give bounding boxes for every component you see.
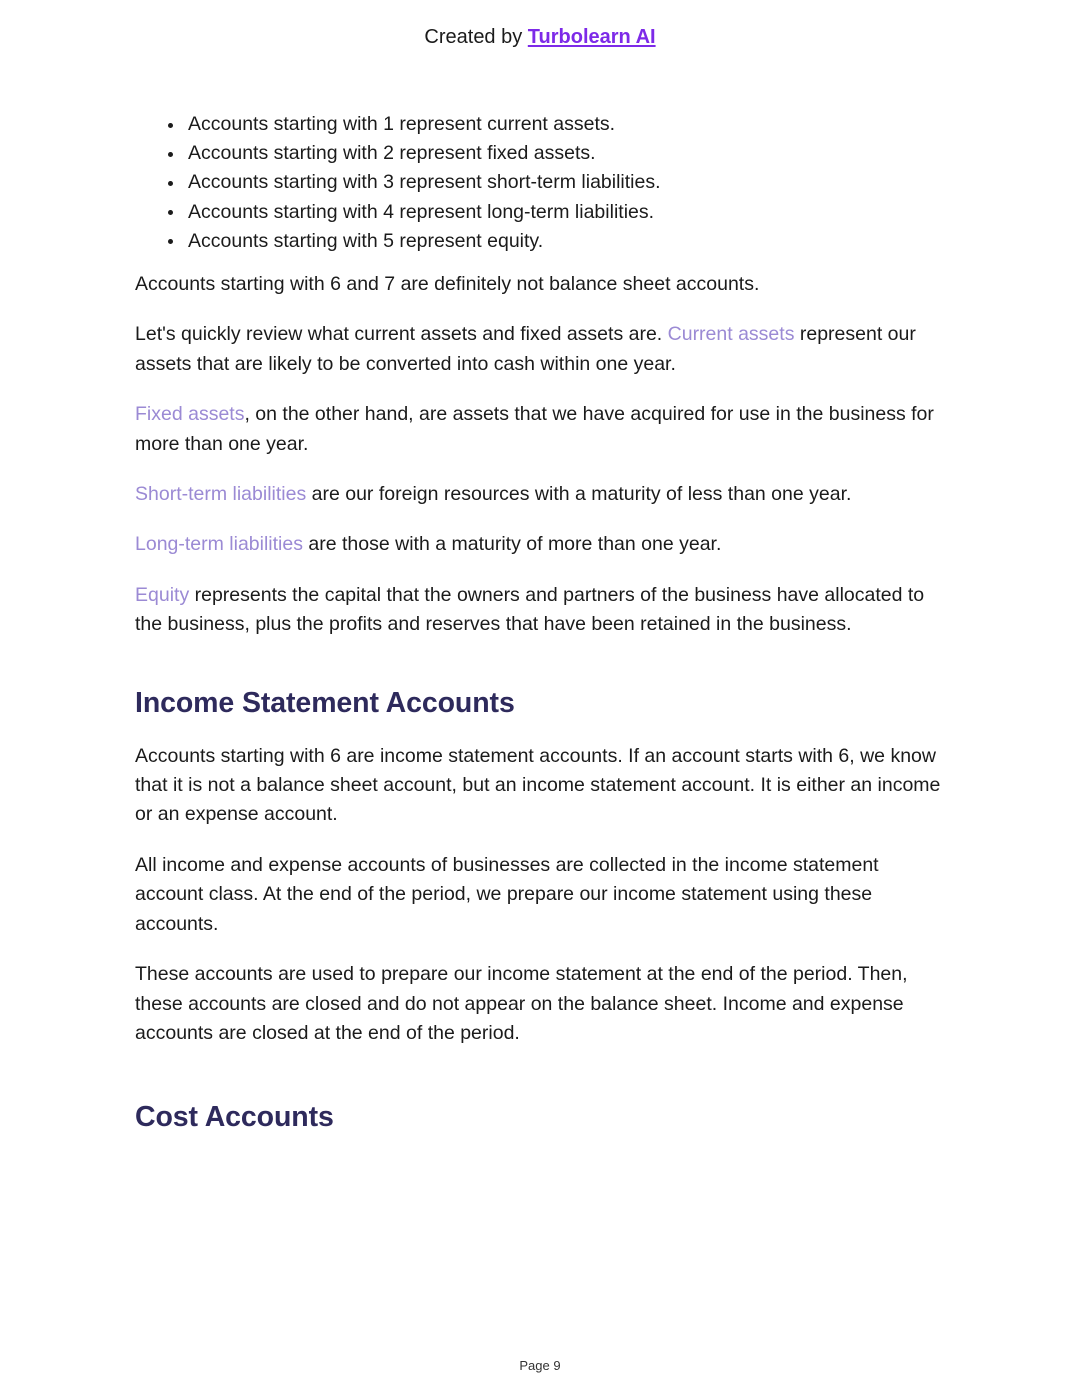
- list-item: Accounts starting with 3 represent short-term liabilities.: [168, 168, 947, 197]
- paragraph-text-tail: represents the capital that the owners and partners of the business have allocated to the business, plus the profits and reserves that have been retained in the business.: [135, 583, 925, 636]
- paragraph-short-term-liabilities: [135, 480, 947, 509]
- list-item: Accounts starting with 1 represent current assets.: [168, 110, 947, 139]
- term-fixed-assets: Fixed assets: [135, 403, 245, 426]
- paragraph-text-tail: , on the other hand, are assets that we have acquired for use in the business for more than one year.: [135, 403, 934, 455]
- paragraph-income-3: These accounts are used to prepare our income statement at the end of the period. Then, these accounts are closed and do not appear on the balance sheet. Income and expense accounts are closed at the end of the period.: [135, 963, 908, 1044]
- turbolearn-link[interactable]: Turbolearn AI: [527, 25, 656, 48]
- page-number: Page 9: [519, 1358, 561, 1373]
- list-item: Accounts starting with 5 represent equity.: [168, 227, 947, 256]
- term-short-term-liabilities: Short-term liabilities: [135, 483, 307, 506]
- paragraph-long-term-liabilities: [135, 530, 947, 559]
- term-equity: Equity: [135, 583, 190, 606]
- paragraph-not-balance-sheet: Accounts starting with 6 and 7 are definitely not balance sheet accounts.: [135, 273, 760, 296]
- paragraph-text-lead: Let's quickly review what current assets and fixed assets are.: [135, 323, 668, 346]
- created-by-label: Created by: [424, 25, 528, 48]
- list-item: Accounts starting with 2 represent fixed assets.: [168, 139, 947, 168]
- account-prefix-list: [135, 110, 947, 256]
- heading-income-statement-accounts: Income Statement Accounts: [135, 686, 515, 719]
- paragraph-text-tail: are those with a maturity of more than one year.: [303, 533, 722, 556]
- page-footer: [0, 1358, 1080, 1373]
- paragraph-income-1: Accounts starting with 6 are income statement accounts. If an account starts with 6, we know that it is not a balance sheet account, but an income statement account. It is either an income or an expense account.: [135, 744, 941, 826]
- page-header: [0, 0, 1080, 74]
- term-current-assets: Current assets: [667, 323, 795, 346]
- paragraph-fixed-assets: [135, 400, 947, 459]
- paragraph-text-tail: are our foreign resources with a maturity of less than one year.: [306, 483, 852, 506]
- term-long-term-liabilities: Long-term liabilities: [135, 533, 303, 556]
- paragraph-equity: [135, 581, 947, 640]
- list-item: Accounts starting with 4 represent long-term liabilities.: [168, 198, 947, 227]
- paragraph-income-2: All income and expense accounts of businesses are collected in the income statement account class. At the end of the period, we prepare our income statement using these accounts.: [135, 853, 879, 935]
- document-body: [135, 110, 947, 1156]
- heading-cost-accounts: Cost Accounts: [135, 1101, 334, 1134]
- paragraph-current-assets: [135, 320, 947, 379]
- paragraph-text-tail: represent our assets that are likely to be converted into cash within one year.: [135, 323, 916, 375]
